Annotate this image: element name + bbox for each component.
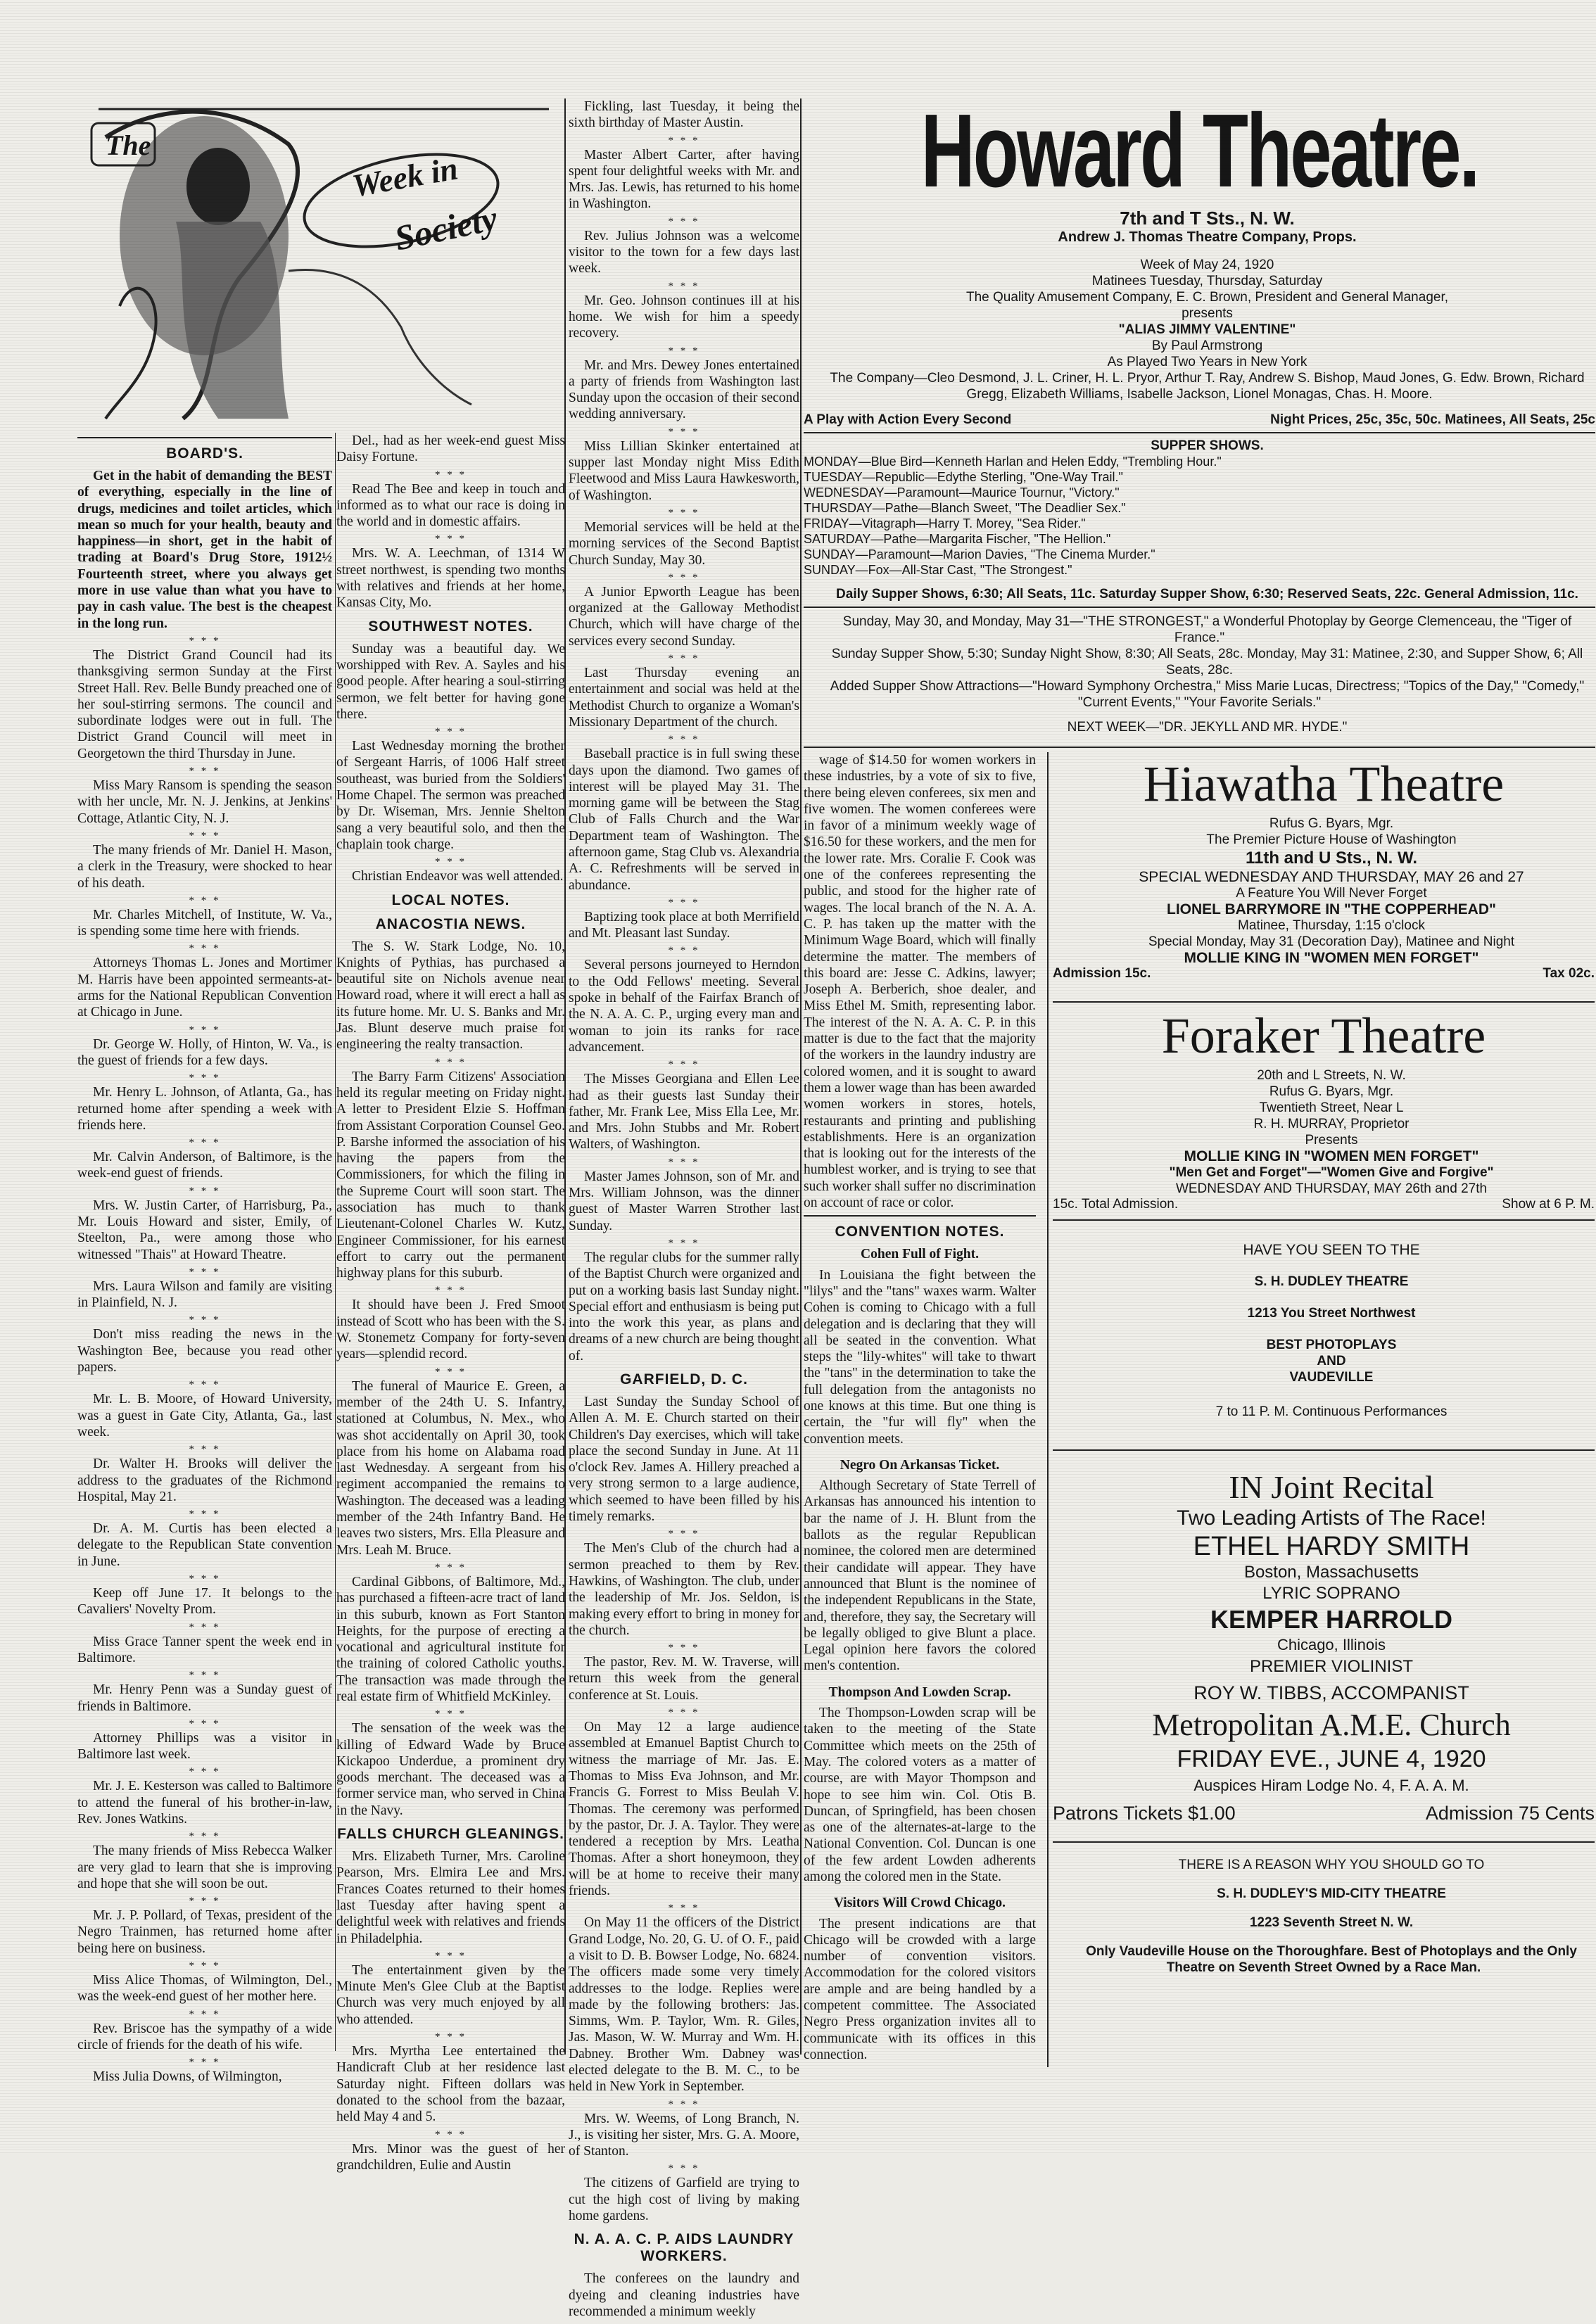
hiawatha-title: Hiawatha Theatre: [1143, 756, 1505, 812]
howard-next: NEXT WEEK—"DR. JEKYLL AND MR. HYDE.": [1067, 720, 1348, 735]
howard-matinees: Matinees Tuesday, Thursday, Saturday: [1091, 274, 1323, 288]
society-item: Attorney Phillips was a visitor in Baltimore last week.: [77, 1730, 332, 1763]
divider-stars: * * *: [435, 1285, 467, 1297]
society-item: Mrs. W. Justin Carter, of Harrisburg, Pa., Mr. Louis Howard and sister, Emily, of Steelton, Pa., were among those who witnessed "Thais" at Howard Theatre.: [77, 1198, 332, 1262]
negro-text: Although Secretary of State Terrell of Arkansas has announced his intention to bar the name of J. H. Blunt from the ballots as the regular Republican nominee, the colored men are determined their candidate will appear. They have announced that Blunt is the nominee of the independent Republicans in the State, and, therefore, they say, the Secretary will be legally obliged to give Blunt a place. Legal opinion here favors the colored men's contention.: [804, 1478, 1036, 1674]
column-falls-garfield: [569, 99, 799, 2324]
divider: [804, 1215, 1036, 1217]
anacostia-item: The funeral of Maurice E. Green, a member of the 24th U. S. Infantry, stationed at Columbus, N. Mex., who was shot accidentally on April 30, took place from his home on Alabama road last Wednesday. A sergeant from his regiment accompanied the remains to Washington. The deceased was a leading member of the 24th Infantry Band. He leaves two sisters, Mrs. Ella Pleasure and Mrs. Leah M. Bruce.: [336, 1378, 565, 1558]
supper-show-item: WEDNESDAY—Paramount—Maurice Tournur, "Victory.": [804, 485, 1120, 500]
masthead-week-in: Week in: [349, 150, 461, 204]
supper-show-item: TUESDAY—Republic—Edythe Sterling, "One-Way Trail.": [804, 470, 1123, 484]
divider-stars: * * *: [189, 1766, 221, 1778]
naacp-item: wage of $14.50 for women workers in these industries, by a vote of six to five, there being eleven conferees, six men and five women. The women conferees were in favor of a minimum weekly wage of $16.50 for these workers, and the men for the lower rate. Mrs. Coralie F. Cook was one of the conferees representing the public, and stood for the higher rate of wages. The local branch of the N. A. A. C. P. has taken up the matter with the Minimum Wage Board, which will finally determine the matter. The members of this board are: Jesse C. Adkins, lawyer; Joseph A. Berberich, shoe dealer, and Miss Ethel M. Smith, representing labor. The interest of the N. A. A. C. P. in this matter is due to the fact that the majority of the workers in the laundry industry are colored women, and it is sought to award them a lower wage than has been awarded women workers in stores, hotels, restaurants and printing and publishing establishments. Here is an organization that is looking out for the interests of the humblest worker, and is trying to see that such worker shall suffer no discrimination on account of race or color.: [804, 753, 1036, 1211]
column-rule: [335, 433, 336, 2051]
society-item: Dr. A. M. Curtis has been elected a delegate to the Republican State convention in June.: [77, 1521, 332, 1569]
southwest-item: Last Wednesday morning the brother of Sergeant Harris, of 1006 Half street southeast, was buried from the Soldiers' Home Chapel. The sermon was preached by Dr. Wiseman, Mrs. Jennie Shelton sang a very beautiful solo, and then the chaplain took charge.: [336, 739, 565, 852]
divider-stars: * * *: [189, 1621, 221, 1633]
recital-date: FRIDAY EVE., JUNE 4, 1920: [1177, 1746, 1486, 1772]
convention-heading: CONVENTION NOTES.: [835, 1224, 1005, 1240]
theatre-ads: [1047, 752, 1595, 2067]
visitors-text: The present indications are that Chicago will be crowded with a large number of convention visitors. Accommodation for the colored visitors are ample and are being handled by a competent committee. The Associated Negro Press organization invites all to communicate with its offices in this connection.: [804, 1916, 1036, 2062]
recital-lyric: LYRIC SOPRANO: [1262, 1584, 1400, 1603]
naacp-item: The conferees on the laundry and dyeing and cleaning industries have recommended a minimum weekly: [569, 2271, 799, 2319]
recital-auspices: Auspices Hiram Lodge No. 4, F. A. A. M.: [1193, 1777, 1469, 1794]
divider-stars: * * *: [668, 1642, 700, 1654]
divider-stars: * * *: [435, 1366, 467, 1378]
recital-tickets-row: [1053, 1803, 1595, 1824]
divider-stars: * * *: [668, 1528, 700, 1540]
divider-stars: * * *: [189, 1717, 221, 1729]
divider-stars: * * *: [668, 345, 700, 357]
society-item: Read The Bee and keep in touch and informed as to what our race is doing in the world and in domestic affairs.: [336, 481, 565, 530]
divider-stars: * * *: [189, 1314, 221, 1326]
society-item: Mrs. Laura Wilson and family are visiting in Plainfield, N. J.: [77, 1278, 332, 1311]
society-item: Dr. Walter H. Brooks will deliver the address to the graduates of the Richmond Hospital, May 21.: [77, 1456, 332, 1504]
divider-stars: * * *: [668, 571, 700, 583]
divider-stars: * * *: [435, 1708, 467, 1720]
foraker-streets: 20th and L Streets, N. W.: [1257, 1068, 1406, 1083]
divider-stars: * * *: [435, 2031, 467, 2043]
falls-church-item: Several persons journeyed to Herndon to the Odd Fellows' meeting. Several spoke in behalf of the Fairfax Branch of the N. A. A. C. P., urging every man and woman to join its ranks for race advancement.: [569, 958, 799, 1055]
anacostia-item: The S. W. Stark Lodge, No. 10, Knights of Pythias, has purchased a beautiful site on Nichols avenue near Howard road, where it will erect a hall as its future home. Mr. U. S. Banks and Mr. Jas. Blunt deserve much praise for engineering the realty transaction.: [336, 939, 565, 1053]
naacp-heading: N. A. A. C. P. AIDS LAUNDRY WORKERS.: [574, 2231, 794, 2265]
boards-ad: Get in the habit of demanding the BEST of everything, especially in the line of drugs, medicines and toilet articles, which mean so much for your health, beauty and happiness—in short, get in the habit of trading at Board's Drug Store, 1912½ Fourteenth street, where you always get more in use value than what you have to pay in cash value. The best is the cheapest in the long run.: [77, 469, 332, 631]
society-item: Mr. L. B. Moore, of Howard University, was a guest in Gate City, Atlanta, Ga., last week.: [77, 1392, 332, 1440]
divider-stars: * * *: [189, 894, 221, 906]
howard-strongest: Sunday, May 30, and Monday, May 31—"THE STRONGEST," a Wonderful Photoplay by George Clemenceau, the "Tiger of France.": [842, 614, 1572, 645]
howard-address: 7th and T Sts., N. W.: [1120, 208, 1295, 229]
recital-title: IN Joint Recital: [1229, 1469, 1434, 1505]
divider-stars: * * *: [668, 1156, 700, 1168]
midcity-only: Only Vaudeville House on the Thoroughfare. Best of Photoplays and the Only Theatre on Seventh Street Owned by a Race Man.: [1086, 1944, 1577, 1975]
divider-stars: * * *: [435, 469, 467, 481]
hiawatha-ad: [1053, 755, 1595, 982]
foraker-murray: R. H. MURRAY, Proprietor: [1253, 1117, 1410, 1131]
divider-stars: * * *: [189, 1137, 221, 1149]
garfield-item: The Men's Club of the church had a sermon preached to them by Rev. Hawkins, of Washington. The club, under the leadership of Mr. Jos. Seldon, is making every effort to bring in money for the church.: [569, 1541, 799, 1638]
dudley-and: AND: [1317, 1354, 1346, 1369]
howard-played: As Played Two Years in New York: [1107, 355, 1307, 369]
howard-props: Andrew J. Thomas Theatre Company, Props.: [1058, 229, 1357, 245]
falls-church-item: Baseball practice is in full swing these days upon the diamond. Two games of interest will be played May 31. The morning game will be between the Stag Club of Falls Church and the War Department team of Washington. The afternoon game, Stag Club vs. Alexandria A. C. Refreshments will be served in abundance.: [569, 747, 799, 893]
divider-stars: * * *: [189, 1831, 221, 1843]
masthead-the: The: [106, 129, 151, 161]
hiawatha-lionel: LIONEL BARRYMORE IN "THE COPPERHEAD": [1167, 901, 1496, 917]
society-item: Mr. Charles Mitchell, of Institute, W. Va., is spending some time here with friends.: [77, 907, 332, 939]
society-item: Miss Mary Ransom is spending the season with her uncle, Mr. N. J. Jenkins, at Jenkins' Cottage, Atlantic City, N. J.: [77, 778, 332, 826]
falls-church-item: The regular clubs for the summer rally of the Baptist Church were organized and put on a working basis last Sunday night. Special effort and enthusiasm is being put into the work this year, as plans and dreams of a new church are being thought of.: [569, 1250, 799, 1364]
southwest-item: Christian Endeavor was well attended.: [352, 869, 564, 884]
recital-chicago: Chicago, Illinois: [1277, 1636, 1386, 1653]
falls-church-item: Last Thursday evening an entertainment and social was held at the Methodist Church to organize a Woman's Missionary Department of the church.: [569, 666, 799, 730]
column-rule: [800, 99, 802, 2055]
hiawatha-special: SPECIAL WEDNESDAY AND THURSDAY, MAY 26 and 27: [1139, 869, 1524, 885]
society-item: The many friends of Miss Rebecca Walker are very glad to learn that she is improving and hope that she will soon be out.: [77, 1843, 332, 1891]
anacostia-item: The sensation of the week was the killing of Edward Wade by Bruce Kickapoo Underdue, a prominent dry goods merchant. The deceased was a former service man, who served in China in the Navy.: [336, 1721, 565, 1818]
supper-show-item: SATURDAY—Pathe—Margarita Fischer, "The Hellion.": [804, 532, 1111, 546]
society-item: Don't miss reading the news in the Washington Bee, because you read other papers.: [77, 1327, 332, 1376]
society-item: Attorneys Thomas L. Jones and Mortimer M. Harris have been appointed sermeants-at-arms for the National Republican Convention at Chicago in June.: [77, 955, 332, 1020]
recital-admission: Admission 75 Cents: [1425, 1803, 1595, 1824]
garfield-item: Mrs. W. Weems, of Long Branch, N. J., is visiting her sister, Mrs. G. A. Moore, of Stanton.: [569, 2111, 799, 2159]
foraker-admission: 15c. Total Admission.: [1053, 1197, 1179, 1212]
foraker-mollie: MOLLIE KING IN "WOMEN MEN FORGET": [1184, 1148, 1479, 1164]
divider-stars: * * *: [435, 856, 467, 868]
divider-stars: * * *: [189, 1670, 221, 1682]
howard-sunday-show: Sunday Supper Show, 5:30; Sunday Night Show, 8:30; All Seats, 28c. Monday, May 31: Matinee, 2:30, and Supper Show, 6; All Seats, 28c.: [831, 647, 1583, 678]
society-item: Miss Julia Downs, of Wilmington,: [93, 2069, 282, 2085]
society-item: Mr. J. P. Pollard, of Texas, president of the Negro Trainmen, has returned home after being here on business.: [77, 1908, 332, 1956]
divider-stars: * * *: [668, 1237, 700, 1249]
supper-show-item: MONDAY—Blue Bird—Kenneth Harlan and Helen Eddy, "Trembling Hour.": [804, 455, 1222, 469]
anacostia-heading: ANACOSTIA NEWS.: [375, 915, 526, 932]
society-item: Miss Alice Thomas, of Wilmington, Del., was the week-end guest of her mother here.: [77, 1973, 332, 2005]
falls-church-item: Master Albert Carter, after having spent four delightful weeks with Mr. and Mrs. Jas. Lewis, has returned to his home in Washington.: [569, 147, 799, 212]
divider: [77, 437, 332, 438]
recital-two: Two Leading Artists of The Race!: [1177, 1506, 1486, 1530]
divider-stars: * * *: [435, 2128, 467, 2140]
falls-church-item: Fickling, last Tuesday, it being the sixth birthday of Master Austin.: [569, 99, 799, 131]
divider-stars: * * *: [435, 1561, 467, 1573]
southwest-item: Sunday was a beautiful day. We worshipped with Rev. A. Sayles and his good people. After hearing a soul-stirring sermon, we felt better for having gone there.: [336, 641, 565, 722]
divider-stars: * * *: [435, 1056, 467, 1068]
divider-stars: * * *: [668, 734, 700, 746]
divider-stars: * * *: [189, 1960, 221, 1972]
divider-stars: * * *: [668, 134, 700, 146]
howard-author: By Paul Armstrong: [1151, 338, 1263, 353]
falls-church-item: Rev. Julius Johnson was a welcome visitor to the town for a few days last week.: [569, 228, 799, 277]
falls-church-item: Miss Lillian Skinker entertained at supper last Monday night Miss Edith Fleetwood and Miss Laura Hawkesworth, of Washington.: [569, 438, 799, 503]
society-item: Mr. Calvin Anderson, of Baltimore, is the week-end guest of friends.: [77, 1150, 332, 1181]
recital-kemper: KEMPER HARROLD: [1210, 1605, 1452, 1634]
hiawatha-feature: A Feature You Will Never Forget: [1236, 886, 1427, 901]
hiawatha-premier: The Premier Picture House of Washington: [1206, 832, 1457, 847]
divider-stars: * * *: [668, 2163, 700, 2175]
divider-stars: * * *: [668, 426, 700, 438]
society-item: Keep off June 17. It belongs to the Cavaliers' Novelty Prom.: [77, 1586, 332, 1618]
supper-list: [804, 454, 1595, 578]
howard-title: Howard Theatre.: [920, 99, 1478, 209]
dudley-vaudeville: VAUDEVILLE: [1289, 1370, 1374, 1385]
hiawatha-tax: Tax 02c.: [1543, 966, 1595, 981]
visitors-heading: Visitors Will Crowd Chicago.: [833, 1896, 1006, 1911]
dudley-best: BEST PHOTOPLAYS: [1266, 1338, 1397, 1352]
hiawatha-mgr: Rufus G. Byars, Mgr.: [1269, 816, 1394, 831]
supper-heading: SUPPER SHOWS.: [1151, 438, 1264, 453]
foraker-admission-row: [1053, 1197, 1595, 1212]
falls-church-item: The Misses Georgiana and Ellen Lee had as their guests last Sunday their father, Mr. Frank Lee, Miss Ella Lee, Mr. and Mrs. John Stubbs and Mr. Robert Walters, of Washington.: [569, 1072, 799, 1153]
dudley-address: 1213 You Street Northwest: [1247, 1306, 1416, 1321]
divider-stars: * * *: [668, 896, 700, 908]
hiawatha-matinee: Matinee, Thursday, 1:15 o'clock: [1238, 918, 1425, 933]
divider-stars: * * *: [189, 1444, 221, 1456]
midcity-ad: [1053, 1847, 1595, 1976]
divider-stars: * * *: [189, 1024, 221, 1036]
foraker-mgr: Rufus G. Byars, Mgr.: [1269, 1084, 1394, 1099]
society-item: Miss Grace Tanner spent the week end in Baltimore.: [77, 1634, 332, 1665]
divider-stars: * * *: [189, 1266, 221, 1278]
column-society: [77, 433, 332, 2090]
divider-stars: * * *: [668, 215, 700, 227]
dudley-have-you: HAVE YOU SEEN TO THE: [1243, 1242, 1420, 1258]
divider-stars: * * *: [435, 726, 467, 738]
divider: [1053, 1449, 1595, 1451]
foraker-title: Foraker Theatre: [1161, 1008, 1486, 1064]
divider-stars: * * *: [668, 280, 700, 292]
recital-violinist: PREMIER VIOLINIST: [1249, 1657, 1414, 1676]
falls-church-item: Mr. and Mrs. Dewey Jones entertained a party of friends from Washington last Sunday upon the occasion of their second wedding anniversary.: [569, 357, 799, 422]
thompson-text: The Thompson-Lowden scrap will be taken to the meeting of the State Committee which meets on the 25th of May. The colored voters as a matter of course, are with Mayor Thompson and hope to see him win. Col. Otis B. Duncan, of Springfield, has been chosen as one of the alternates-at-large to the National Convention. Col. Duncan is one of the few ardent Lowden adherents among the colored men in the State.: [804, 1706, 1036, 1884]
garfield-item: On May 11 the officers of the District Grand Lodge, No. 20, G. U. of O. F., paid a visit to D. B. Bowser Lodge, No. 6824. The officers made some very timely addresses to the lodge. Replies were made by the following brothers: Jas. Simms, Wm. P. Taylor, Wm. R. Giles, Jas. Mason, W. W. Murray and Wm. H. Dabney. Brother Wm. Dabney was elected delegate to the B. M. C., to be held in New York in September.: [569, 1915, 799, 2095]
garfield-item: The pastor, Rev. M. W. Traverse, will return this week from the general conference at St. Louis.: [569, 1655, 799, 1703]
foraker-presents: Presents: [1305, 1133, 1358, 1148]
supper-show-item: SUNDAY—Paramount—Marion Davies, "The Cinema Murder.": [804, 547, 1155, 561]
divider-stars: * * *: [668, 1059, 700, 1071]
hiawatha-mollie: MOLLIE KING IN "WOMEN MEN FORGET": [1184, 950, 1479, 966]
divider-stars: * * *: [668, 507, 700, 519]
divider-stars: * * *: [189, 1072, 221, 1084]
divider-stars: * * *: [189, 2057, 221, 2069]
garfield-item: The citizens of Garfield are trying to cut the high cost of living by making home gardens.: [569, 2176, 799, 2224]
divider-stars: * * *: [668, 1707, 700, 1719]
howard-theatre-ad: [804, 99, 1595, 748]
falls-church-item: A Junior Epworth League has been organized at the Galloway Methodist Church, which will have charge of the services every second Sunday.: [569, 584, 799, 649]
divider: [1053, 1001, 1595, 1003]
divider-stars: * * *: [189, 2008, 221, 2020]
foraker-dates: WEDNESDAY AND THURSDAY, MAY 26th and 27th: [1175, 1181, 1488, 1196]
dudley-ad: [1053, 1225, 1595, 1445]
southwest-heading: SOUTHWEST NOTES.: [368, 618, 533, 635]
society-item: Mr. Henry Penn was a Sunday guest of friends in Baltimore.: [77, 1682, 332, 1714]
hiawatha-address: 11th and U Sts., N. W.: [1245, 849, 1418, 868]
midcity-reason: THERE IS A REASON WHY YOU SHOULD GO TO: [1178, 1858, 1485, 1872]
masthead-society: Society: [391, 198, 501, 258]
column-ads: [804, 99, 1595, 2067]
divider: [804, 432, 1595, 433]
foraker-tagline: "Men Get and Forget"—"Women Give and Forgive": [1169, 1165, 1494, 1180]
garfield-heading: GARFIELD, D. C.: [620, 1371, 748, 1388]
divider-stars: * * *: [435, 533, 467, 545]
falls-church-item: Mrs. Elizabeth Turner, Mrs. Caroline Pearson, Mrs. Elmira Lee and Mrs. Frances Coates returned to their homes last Tuesday after having spent a delightful week with relatives and friends in Philadelphia.: [336, 1849, 565, 1946]
society-item: Mr. Henry L. Johnson, of Atlanta, Ga., has returned home after spending a week with friends here.: [77, 1085, 332, 1133]
howard-quality: The Quality Amusement Company, E. C. Brown, President and General Manager,: [965, 290, 1449, 305]
recital-ethel: ETHEL HARDY SMITH: [1193, 1532, 1470, 1561]
hiawatha-monday: Special Monday, May 31 (Decoration Day), Matinee and Night: [1148, 934, 1515, 949]
divider: [804, 607, 1595, 608]
recital-patrons: Patrons Tickets $1.00: [1053, 1803, 1236, 1824]
negro-heading: Negro On Arkansas Ticket.: [840, 1457, 1000, 1473]
hiawatha-admission-row: [1053, 966, 1595, 982]
society-item: The District Grand Council had its thanksgiving sermon Sunday at the First Street Hall. Rev. Belle Bundy preached one of her soul-stirring sermons. The council and subordinate lodges were out in full. The District Grand Council will meet in Georgetown the third Thursday in June.: [77, 647, 332, 761]
divider-stars: * * *: [189, 1896, 221, 1907]
midcity-name: S. H. DUDLEY'S MID-CITY THEATRE: [1217, 1886, 1446, 1901]
anacostia-item: It should have been J. Fred Smoot instead of Scott who has been with the S. W. Stonemetz Company for forty-seven years—splendid record.: [336, 1297, 565, 1362]
falls-heading: FALLS CHURCH GLEANINGS.: [337, 1826, 564, 1843]
divider-stars: * * *: [189, 1379, 221, 1391]
foraker-ad: [1053, 1007, 1595, 1212]
falls-church-item: Baptizing took place at both Merrifield and Mt. Pleasant last Sunday.: [569, 909, 799, 941]
cohen-text: In Louisiana the fight between the "lilys" and the "tans" waxes warm. Walter Cohen is coming to Chicago with a full delegation and is declaring that they will all be seated in the convention. What steps the "lily-whites" will take to thwart the "tans" in the determination to take the full delegation from the antagonists no one knows at this time. But one thing is certain, the "fur will fly" when the convention meets.: [804, 1267, 1036, 1447]
anacostia-item: The Barry Farm Citizens' Association held its regular meeting on Friday night. A letter to President Elzie S. Hoffman from Assistant Corporation Counsel Geo. P. Barshe informed the association of his having the papers from the Commissioners, for which the filing in the Supreme Court will soon start. The association has much to thank Lieutenant-Colonel Charles W. Kutz, Engineer Commissioner, for his earnest effort to carry out the permanent highway plans for this suburb.: [336, 1069, 565, 1281]
society-item: Del., had as her week-end guest Miss Daisy Fortune.: [336, 433, 565, 465]
naacp-convention-column: [804, 752, 1036, 2067]
divider-stars: * * *: [189, 1185, 221, 1197]
howard-company: The Company—Cleo Desmond, J. L. Criner, H. L. Pryor, Arthur T. Ray, Andrew S. Bishop, Maud Jones, G. Edw. Brown, Richard Gregg, Elizabeth Williams, Isabelle Jackson, Lionel Monagas, Chas. H. Moore.: [830, 371, 1585, 402]
column-local: [336, 433, 565, 2178]
society-item: Mr. J. E. Kesterson was called to Baltimore to attend the funeral of his brother-in-law, Rev. Jones Watkins.: [77, 1779, 332, 1827]
society-items: [77, 647, 332, 2085]
dudley-hours: 7 to 11 P. M. Continuous Performances: [1215, 1404, 1448, 1419]
howard-added: Added Supper Show Attractions—"Howard Symphony Orchestra," Miss Marie Lucas, Directress; "Topics of the Day," "Comedy," "Current Events," "Your Favorite Serials.": [830, 679, 1585, 710]
falls-church-item: Mr. Geo. Johnson continues ill at his home. We wish for him a speedy recovery.: [569, 293, 799, 341]
divider: [804, 747, 1595, 748]
howard-week: Week of May 24, 1920: [1140, 258, 1274, 272]
divider-stars: * * *: [189, 766, 221, 777]
local-heading: LOCAL NOTES.: [391, 891, 510, 908]
cohen-heading: Cohen Full of Fight.: [861, 1247, 979, 1262]
recital-church: Metropolitan A.M.E. Church: [1152, 1708, 1511, 1742]
society-item: Rev. Briscoe has the sympathy of a wide circle of friends for the death of his wife.: [77, 2021, 332, 2052]
howard-daily: Daily Supper Shows, 6:30; All Seats, 11c. Saturday Supper Show, 6:30; Reserved Seats, 22c. General Admission, 11c.: [836, 587, 1578, 602]
falls-church-item: Master James Johnson, son of Mr. and Mrs. William Johnson, was the dinner guest of Master Warren Strother last Sunday.: [569, 1169, 799, 1233]
recital-boston: Boston, Massachusetts: [1243, 1563, 1419, 1582]
society-item: Mrs. W. A. Leechman, of 1314 W street northwest, is spending two months with relatives and friends at her home, Kansas City, Mo.: [336, 546, 565, 611]
society-item: The many friends of Mr. Daniel H. Mason, a clerk in the Treasury, were shocked to hear of his death.: [77, 842, 332, 891]
falls-church-item: Memorial services will be held at the morning services of the Second Baptist Church Sunday, May 30.: [569, 519, 799, 568]
society-item: Dr. George W. Holly, of Hinton, W. Va., is the guest of friends for a few days.: [77, 1036, 332, 1068]
divider: [1053, 1841, 1595, 1843]
week-in-society-masthead: [77, 95, 556, 426]
divider-stars: * * *: [435, 1950, 467, 1962]
foraker-twentieth: Twentieth Street, Near L: [1259, 1100, 1404, 1115]
divider-stars: * * *: [189, 635, 221, 647]
divider: [1053, 1219, 1595, 1221]
recital-roy: ROY W. TIBBS, ACCOMPANIST: [1193, 1682, 1469, 1703]
garfield-item: Last Sunday the Sunday School of Allen A. M. E. Church started on their Children's Day exercises, which will take place the second Sunday in June. At 11 o'clock Rev. James A. Hillery preached a very strong sermon to a large audience, which seemed to have been filled by his timely remarks.: [569, 1395, 799, 1525]
midcity-address: 1223 Seventh Street N. W.: [1249, 1915, 1414, 1930]
howard-play: "ALIAS JIMMY VALENTINE": [1118, 322, 1296, 337]
howard-prices-row: [804, 412, 1595, 428]
recital-ad: [1053, 1455, 1595, 1824]
garfield-item: On May 12 a large audience assembled at Emanuel Baptist Church to witness the marriage of Mr. Jas. E. Thomas to Miss Eva Johnson, and Mr. Francis G. Forrest to Miss Beulah V. Thomas. The ceremony was performed by the pastor, Dr. J. A. Taylor. They were tendered a reception by Mrs. Leatha Thomas. After a short honeymoon, they will be at home to receive their many friends.: [569, 1720, 799, 1899]
divider-stars: * * *: [668, 2098, 700, 2110]
divider-stars: * * *: [189, 1509, 221, 1520]
anacostia-item: Cardinal Gibbons, of Baltimore, Md., has purchased a fifteen-acre tract of land in this suburb, known as Fort Stanton Heights, for the purpose of erecting a vocational and agricultural institute for the training of colored Catholic youths. The transaction was made through the real estate firm of Whitfield McKinley.: [336, 1574, 565, 1704]
howard-action: A Play with Action Every Second: [804, 412, 1012, 427]
boards-heading: BOARD'S.: [166, 445, 243, 462]
hiawatha-admission: Admission 15c.: [1053, 966, 1151, 981]
dudley-name: S. H. DUDLEY THEATRE: [1254, 1274, 1409, 1289]
supper-show-item: THURSDAY—Pathe—Blanch Sweet, "The Deadlier Sex.": [804, 501, 1126, 515]
divider-stars: * * *: [189, 943, 221, 955]
howard-prices: Night Prices, 25c, 35c, 50c. Matinees, All Seats, 25c: [1270, 412, 1595, 427]
divider-stars: * * *: [668, 653, 700, 665]
divider-stars: * * *: [189, 830, 221, 842]
falls-church-item: Mrs. Myrtha Lee entertained the Handicraft Club at her residence last Saturday night. Fifteen dollars was donated to the school from the bazaar, held May 4 and 5.: [336, 2044, 565, 2125]
thompson-heading: Thompson And Lowden Scrap.: [828, 1684, 1011, 1700]
supper-show-item: SUNDAY—Fox—All-Star Cast, "The Strongest.": [804, 563, 1072, 577]
divider-stars: * * *: [189, 1573, 221, 1585]
foraker-show: Show at 6 P. M.: [1502, 1197, 1595, 1212]
falls-church-item: Mrs. Minor was the guest of her grandchildren, Eulie and Austin: [336, 2141, 565, 2173]
howard-presents: presents: [1182, 306, 1233, 321]
falls-church-item: The entertainment given by the Minute Men's Glee Club at the Baptist Church was very much enjoyed by all who attended.: [336, 1962, 565, 2027]
supper-show-item: FRIDAY—Vitagraph—Harry T. Morey, "Sea Rider.": [804, 516, 1086, 531]
divider-stars: * * *: [668, 945, 700, 957]
divider-stars: * * *: [668, 1903, 700, 1915]
